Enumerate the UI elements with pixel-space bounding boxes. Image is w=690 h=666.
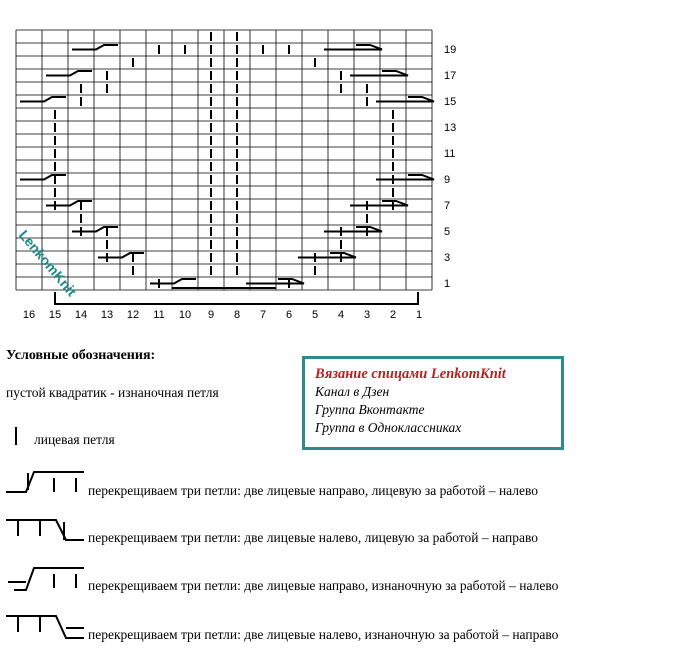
cross-left-knit-icon <box>4 518 86 544</box>
legend-purl-text: пустой квадратик - изнаночная петля <box>6 385 219 400</box>
cable-cross-right <box>376 97 434 102</box>
legend-cross4-text: перекрещиваем три петли: две лицевые налево, изнаночную за работой – направо <box>88 627 559 642</box>
info-box-line-vk[interactable]: Группа Вконтакте <box>315 402 425 417</box>
cable-cross-right <box>376 175 434 180</box>
cable-cross-right <box>298 253 356 258</box>
row-number: 11 <box>444 148 456 160</box>
cross-right-purl-icon <box>4 566 86 592</box>
column-number: 3 <box>363 309 371 321</box>
row-number: 19 <box>444 44 457 56</box>
cable-cross-left <box>150 279 196 284</box>
cable-cross-right <box>324 45 382 50</box>
column-number: 4 <box>337 309 345 321</box>
legend-knit-text: лицевая петля <box>34 432 115 447</box>
info-box-line-ok[interactable]: Группа в Одноклассниках <box>315 420 462 435</box>
info-box <box>302 356 564 450</box>
column-number: 14 <box>74 309 88 321</box>
knitting-chart <box>0 0 690 320</box>
column-number: 6 <box>285 309 293 321</box>
row-number: 7 <box>444 200 451 212</box>
legend-title: Условные обозначения: <box>6 348 156 363</box>
cross-left-purl-icon <box>4 614 86 640</box>
column-number: 5 <box>311 309 319 321</box>
cable-cross-left <box>20 175 66 180</box>
cable-cross-right <box>350 71 408 76</box>
knit-stitch-icon <box>10 425 22 447</box>
row-number: 17 <box>444 70 457 82</box>
cable-cross-left <box>72 227 118 232</box>
row-number: 15 <box>444 96 457 108</box>
cable-cross-right <box>246 279 304 284</box>
column-number: 15 <box>48 309 62 321</box>
info-box-line-dzen[interactable]: Канал в Дзен <box>315 384 390 399</box>
cross-right-knit-icon <box>4 470 86 496</box>
column-number: 2 <box>389 309 397 321</box>
cable-cross-left <box>46 201 92 206</box>
column-number: 7 <box>259 309 267 321</box>
watermark: LenkomKnit <box>15 226 81 300</box>
cable-cross-right <box>350 201 408 206</box>
info-box-title: Вязание спицами LenkomKnit <box>315 366 506 382</box>
cable-cross-left <box>46 71 92 76</box>
legend-cross1-text: перекрещиваем три петли: две лицевые направо, лицевую за работой – налево <box>88 483 539 498</box>
cable-cross-left <box>20 97 66 102</box>
column-number: 10 <box>178 309 192 321</box>
cable-cross-left <box>98 253 144 258</box>
row-number: 5 <box>444 226 451 238</box>
cable-cross-right <box>324 227 382 232</box>
legend-cross3-text: перекрещиваем три петли: две лицевые направо, изнаночную за работой – налево <box>88 578 559 593</box>
column-number: 8 <box>233 309 241 321</box>
column-number: 16 <box>22 309 36 321</box>
legend-cross2-text: перекрещиваем три петли: две лицевые налево, лицевую за работой – направо <box>88 530 539 545</box>
column-number: 11 <box>153 309 165 321</box>
cable-cross-left <box>72 45 118 50</box>
column-number: 9 <box>207 309 215 321</box>
column-number: 12 <box>126 309 140 321</box>
row-number: 13 <box>444 122 457 134</box>
row-number: 3 <box>444 252 451 264</box>
row-number: 1 <box>444 278 451 290</box>
repeat-bracket <box>55 292 418 304</box>
column-number: 1 <box>415 309 423 321</box>
column-number: 13 <box>100 309 114 321</box>
row-number: 9 <box>444 174 451 186</box>
